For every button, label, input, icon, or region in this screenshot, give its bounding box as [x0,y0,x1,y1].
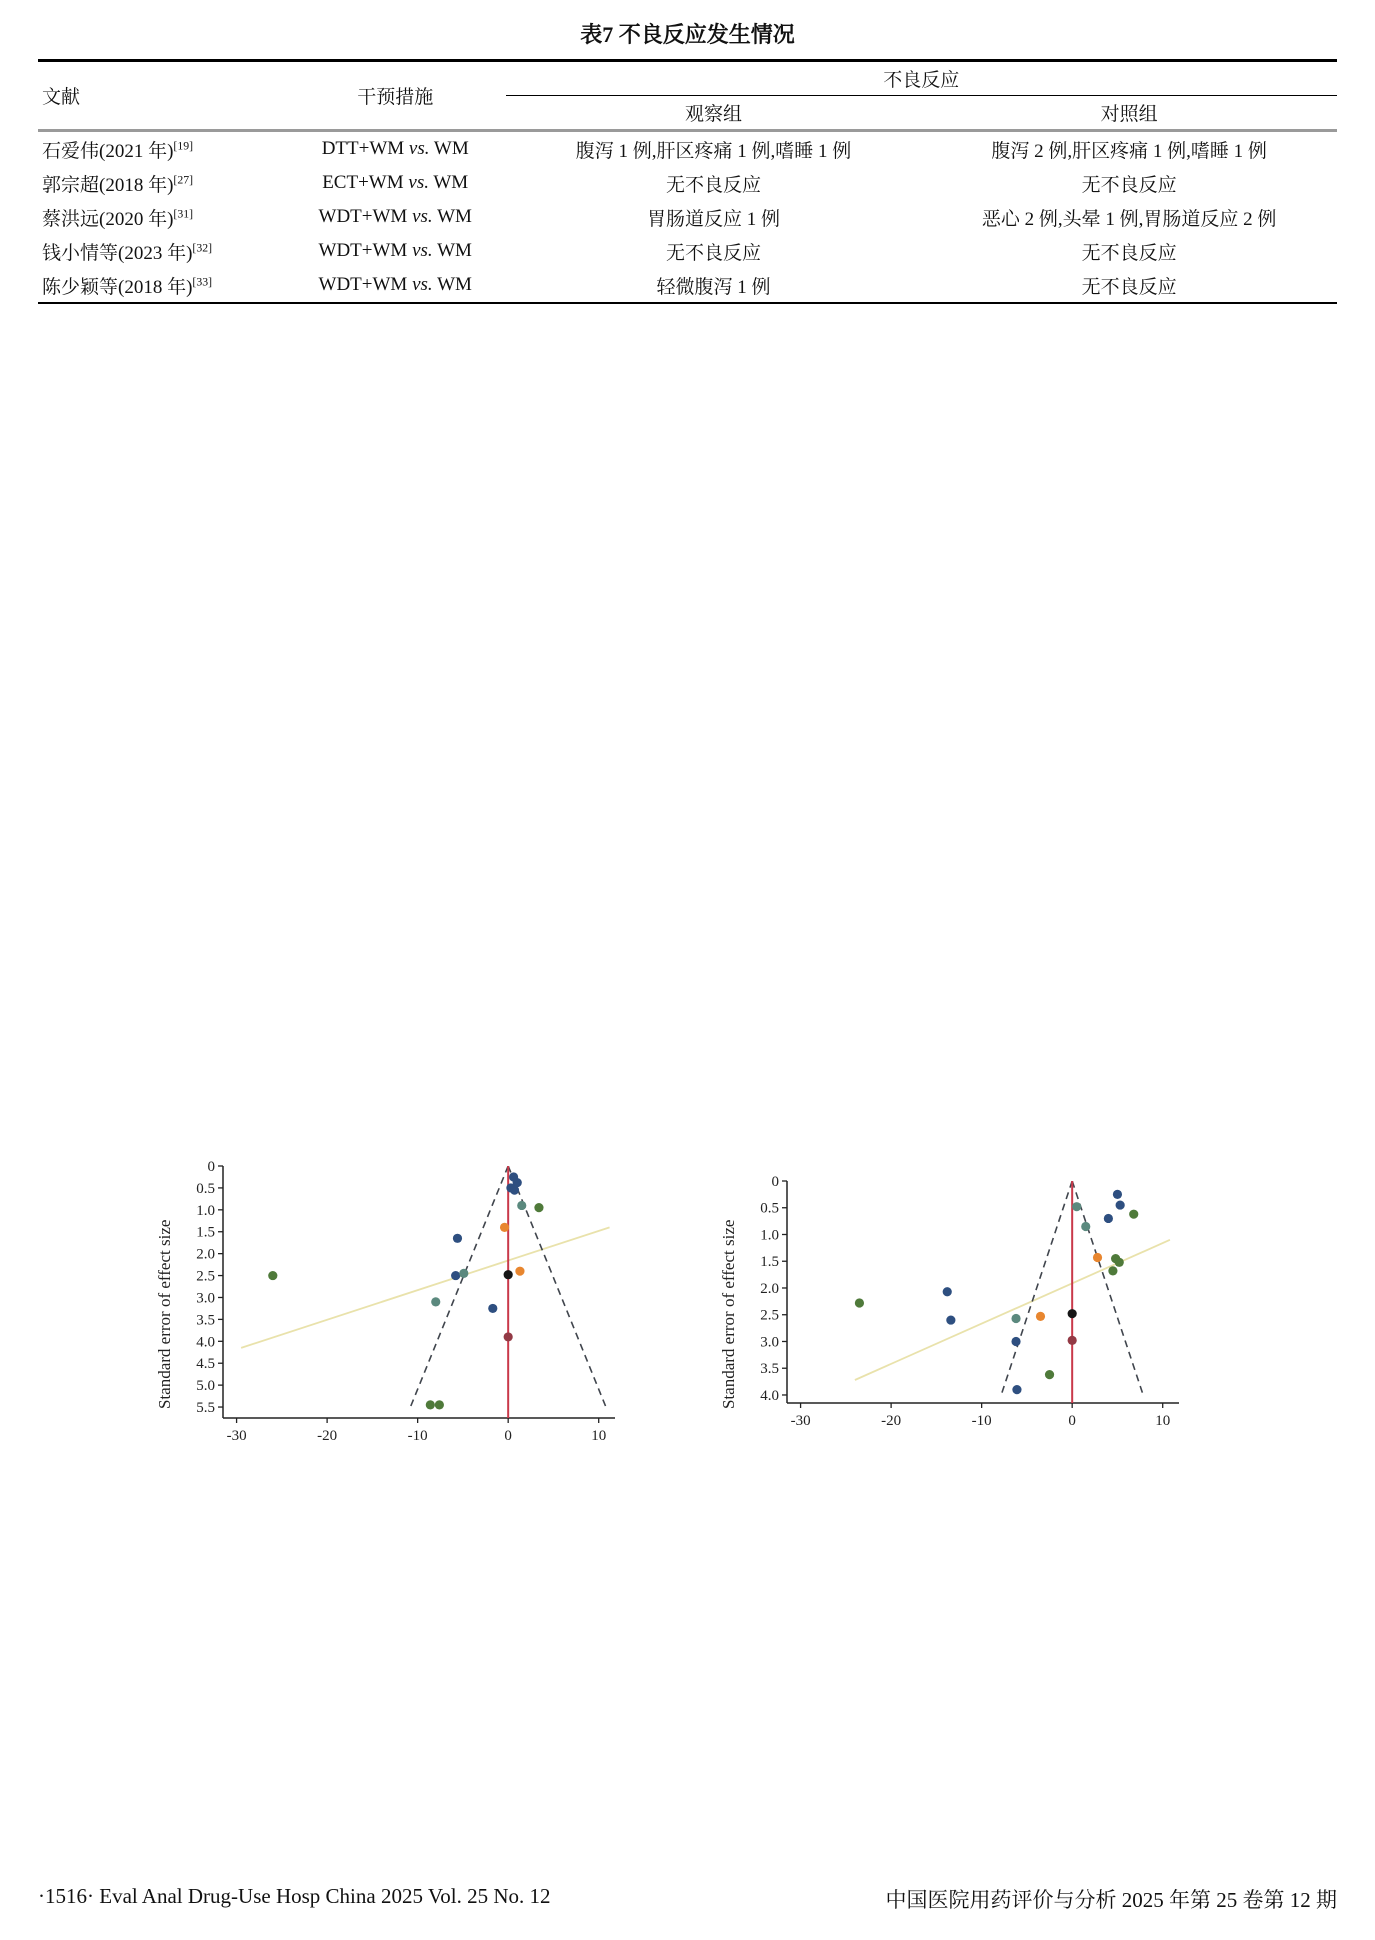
study-reference: 钱小情等(2023 年)[32] [42,241,213,264]
y-tick-label: 2.5 [759,1307,779,1324]
data-point-HPXL [499,1223,508,1232]
y-tick-label: 1.0 [759,1227,779,1244]
data-point-WD [431,1297,440,1306]
data-point-DT [1067,1336,1076,1345]
intervention: WDT+WM vs. WM [318,240,472,261]
table7-col-intervention: 干预措施 [285,61,506,131]
page-footer [38,1884,1337,1914]
y-tick-label: 2.0 [195,1246,215,1263]
table7-adverse-reactions [38,59,1337,304]
table7-row [38,166,1337,200]
x-tick-label: -10 [971,1413,992,1429]
y-tick-label: 4.0 [759,1387,779,1404]
control-group-events: 无不良反应 [1081,174,1177,196]
table7-col-observation: 观察组 [506,96,922,131]
y-tick-label: 3.0 [759,1334,779,1351]
funnel-plot-II [737,1171,1193,1431]
data-point-EC [1114,1258,1123,1267]
y-tick-label: 4.5 [195,1356,215,1373]
study-reference: 石爱伟(2021 年)[19] [42,139,194,162]
table7-title: 表7 不良反应发生情况 [580,22,795,47]
intervention: WDT+WM vs. WM [318,206,472,227]
data-point-WD [1011,1314,1020,1323]
data-point-HPXL [1092,1253,1101,1262]
study-reference: 陈少颖等(2018 年)[33] [42,275,213,298]
x-tick-label: -20 [880,1413,901,1429]
x-tick-label: -10 [407,1428,428,1444]
table7-row [38,131,1337,167]
data-point-EC [1108,1266,1117,1275]
data-point-WD [517,1201,526,1210]
footer-left: ·1516· Eval Anal Drug-Use Hosp China 2025 Vol. 25 No. 12 [38,1884,551,1908]
table7-col-control: 对照组 [921,96,1337,131]
y-tick-label: 1.5 [195,1224,215,1241]
y-tick-label: 0 [771,1174,779,1190]
y-tick-label: 5.5 [195,1400,215,1417]
data-point-BXXX [1011,1337,1020,1346]
x-tick-label: 0 [1067,1413,1076,1429]
table7-row [38,268,1337,303]
x-tick-label: 0 [503,1428,512,1444]
funnel-boundary-line [410,1166,508,1407]
data-point-BXXX [509,1186,518,1195]
funnel-plot-I [173,1156,629,1446]
data-point-BXXX [946,1315,955,1324]
y-tick-label: 2.0 [759,1280,779,1297]
x-tick-label: 10 [590,1428,606,1444]
data-point-DT [503,1332,512,1341]
data-point-EC [854,1298,863,1307]
footer-right: 中国医院用药评价与分析 2025 年第 25 卷第 12 期 [885,1888,1337,1912]
table7-row [38,200,1337,234]
data-point-BXXX [1012,1385,1021,1394]
y-tick-label: 3.5 [195,1312,215,1329]
funnel-plot-block-I [156,318,656,1940]
y-tick-label: 4.0 [195,1334,215,1351]
observation-group-events: 无不良反应 [665,242,761,264]
y-axis-label: Standard error of effect size [718,1219,738,1409]
x-tick-label: -30 [790,1413,811,1429]
data-point-BXXX [488,1304,497,1313]
intervention: WDT+WM vs. WM [318,274,472,295]
control-group-events: 无不良反应 [1081,276,1177,298]
data-point-WD [459,1269,468,1278]
study-reference: 蔡洪远(2020 年)[31] [42,207,194,230]
data-point-EC [425,1400,434,1409]
y-tick-label: 1.0 [195,1202,215,1219]
data-point-WD [1081,1222,1090,1231]
data-point-HPXL [515,1267,524,1276]
observation-group-events: 腹泻 1 例,肝区疼痛 1 例,嗜睡 1 例 [575,140,852,162]
x-tick-label: -30 [226,1428,247,1444]
data-point-BXXX [452,1234,461,1243]
data-point-EC [434,1400,443,1409]
regression-line [241,1227,609,1348]
data-point-HPXL [1035,1312,1044,1321]
data-point-BXXX [451,1271,460,1280]
observation-group-events: 轻微腹泻 1 例 [656,276,771,298]
figure5-funnel-plots [38,318,1337,1940]
data-point-BXXX [1103,1214,1112,1223]
control-group-events: 恶心 2 例,头晕 1 例,胃肠道反应 2 例 [981,208,1277,230]
data-point-BXXX [1115,1200,1124,1209]
funnel-plot-block-II [720,318,1220,1940]
intervention: DTT+WM vs. WM [321,138,469,159]
intervention: ECT+WM vs. WM [322,172,469,193]
data-point-WD [1072,1202,1081,1211]
y-tick-label: 3.5 [759,1361,779,1378]
table7-row [38,234,1337,268]
table7-col-adverse: 不良反应 [506,61,1337,96]
data-point-XXX [1067,1309,1076,1318]
x-tick-label: -20 [316,1428,337,1444]
y-tick-label: 0 [207,1159,215,1175]
data-point-EC [1044,1370,1053,1379]
table7-col-ref: 文献 [38,61,285,131]
y-axis-label: Standard error of effect size [154,1219,174,1409]
data-point-BXXX [1112,1190,1121,1199]
data-point-XXX [503,1270,512,1279]
y-tick-label: 0.5 [759,1200,779,1217]
y-tick-label: 0.5 [195,1180,215,1197]
y-tick-label: 3.0 [195,1290,215,1307]
observation-group-events: 胃肠道反应 1 例 [646,208,780,230]
control-group-events: 腹泻 2 例,肝区疼痛 1 例,嗜睡 1 例 [991,140,1267,162]
control-group-events: 无不良反应 [1081,242,1177,264]
data-point-BXXX [942,1287,951,1296]
y-tick-label: 5.0 [195,1378,215,1395]
y-tick-label: 1.5 [759,1254,779,1271]
data-point-EC [268,1271,277,1280]
data-point-EC [534,1203,543,1212]
observation-group-events: 无不良反应 [665,174,761,196]
study-reference: 郭宗超(2018 年)[27] [42,173,194,196]
data-point-EC [1129,1210,1138,1219]
y-tick-label: 2.5 [195,1268,215,1285]
x-tick-label: 10 [1154,1413,1170,1429]
